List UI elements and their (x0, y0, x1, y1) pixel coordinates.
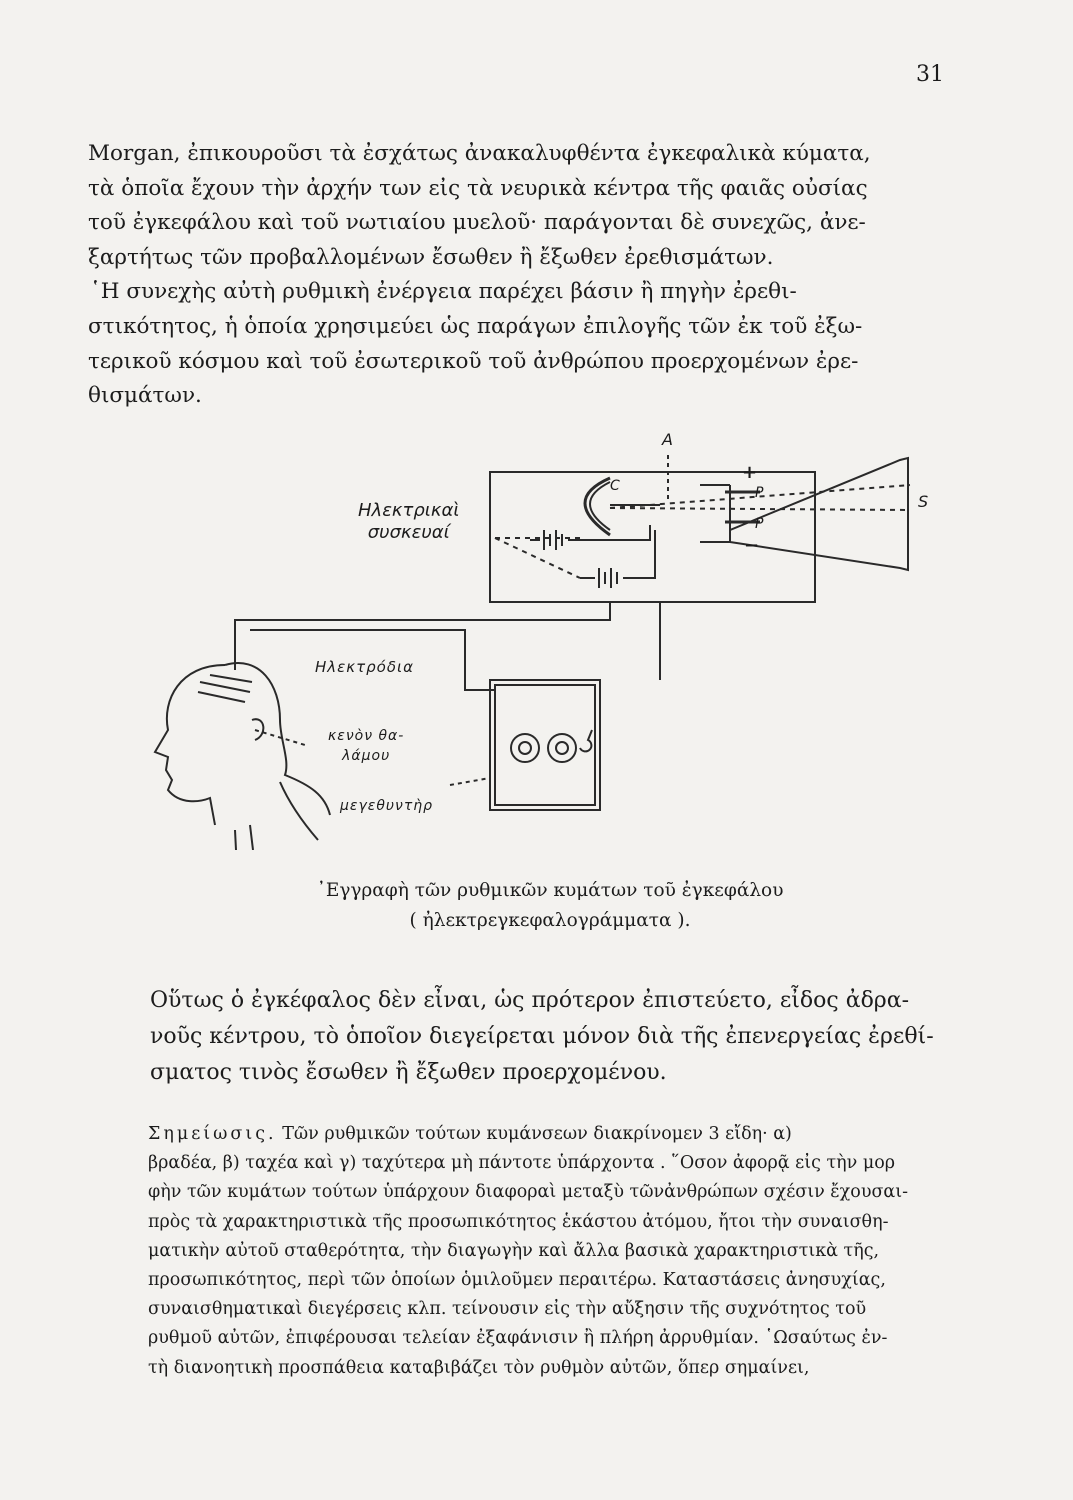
body-paragraph-1 (88, 137, 948, 414)
label-a: A (662, 430, 673, 449)
text-line: τερικοῦ κόσμου καὶ τοῦ ἐσωτερικοῦ τοῦ ἀνθρώπου προερχομένων ἐρε- (88, 348, 859, 374)
ear (252, 719, 263, 740)
label-electric-devices (358, 500, 459, 544)
amplifier-knob (580, 730, 592, 751)
body-paragraph-3 (150, 983, 950, 1091)
figure-caption (270, 876, 830, 936)
label-c: C (610, 478, 620, 494)
figure-caption-line-1: ᾿Εγγραφὴ τῶν ρυθμικῶν κυμάτων τοῦ ἐγκεφάλου (316, 880, 784, 901)
label-s: S (918, 492, 929, 511)
text-line: ξαρτήτως τῶν προβαλλομένων ἔσωθεν ἢ ἔξωθεν ἐρεθισμάτων. (88, 244, 774, 270)
pointer-arrows (495, 538, 580, 578)
label-vacuum-chamber-1: κενὸν θα- (328, 728, 405, 744)
electron-gun-inner (590, 482, 660, 530)
figure-caption-line-2: ( ἠλεκτρεγκεφαλογράμματα ). (409, 910, 691, 931)
tube-neck (700, 485, 730, 542)
amplifier-dial-1-center (519, 742, 531, 754)
label-electrodes: Ηλεκτρόδια (315, 658, 414, 676)
page-number: 31 (916, 62, 944, 87)
battery-2 (580, 530, 655, 588)
text-line: σματος τινὸς ἔσωθεν ἢ ἔξωθεν προερχομένου. (150, 1060, 667, 1085)
shoulder-line (280, 782, 318, 840)
label-electric-devices-1: Ηλεκτρικαὶ (358, 500, 460, 521)
amplifier-inner (495, 685, 595, 805)
note-section (148, 1120, 948, 1383)
label-amplifier: μεγεθυντὴρ (340, 798, 434, 814)
label-vacuum-chamber (328, 726, 404, 766)
note-first-line (148, 1120, 948, 1149)
eeg-recording-figure (140, 430, 940, 850)
electron-beam-2 (610, 508, 910, 510)
eeg-diagram (140, 430, 940, 850)
text-line: στικότητος, ἡ ὁποία χρησιμεύει ὡς παράγων ἐπιλογῆς τῶν ἐκ τοῦ ἐξω- (88, 313, 863, 339)
note-heading: Σημείωσις. (148, 1124, 277, 1144)
amplifier-dial-2 (548, 734, 576, 762)
amplifier-dial-1 (511, 734, 539, 762)
text-line: θισμάτων. (88, 383, 202, 409)
hair-strokes (198, 675, 252, 702)
text-line: τοῦ ἐγκεφάλου καὶ τοῦ νωτιαίου μυελοῦ· παράγονται δὲ συνεχῶς, ἀνε- (88, 210, 866, 236)
note-line: προσωπικότητος, περὶ τῶν ὁποίων ὁμιλοῦμεν περαιτέρω. Καταστάσεις ἀνησυχίας, (148, 1270, 886, 1291)
wire-devices-to-head (235, 602, 610, 670)
note-line: φὴν τῶν κυμάτων τούτων ὑπάρχουν διαφοραὶ μεταξὺ τῶνἀνθρώπων σχέσιν ἔχουσαι- (148, 1182, 909, 1203)
label-vacuum-chamber-2: λάμου (342, 748, 391, 764)
text-line: Morgan, ἐπικουροῦσι τὰ ἐσχάτως ἀνακαλυφθέντα ἐγκεφαλικὰ κύματα, (88, 141, 871, 166)
note-line: πρὸς τὰ χαρακτηριστικὰ τῆς προσωπικότητος ἑκάστου ἀτόμου, ἤτοι τὴν συναισθη- (148, 1211, 889, 1232)
neck-strokes (235, 825, 253, 850)
label-plus: + (742, 462, 758, 483)
text-line: Οὕτως ὁ ἐγκέφαλος δὲν εἶναι, ὡς πρότερον ἐπιστεύετο, εἶδος ἀδρα- (150, 988, 910, 1013)
head-profile (155, 665, 225, 825)
head-back (225, 663, 330, 815)
note-line: τὴ διανοητικὴ προσπάθεια καταβιβάζει τὸν ρυθμὸν αὐτῶν, ὅπερ σημαίνει, (148, 1357, 810, 1378)
label-minus: − (744, 535, 760, 556)
label-p-top: P (755, 485, 764, 501)
note-line: ματικὴν αὐτοῦ σταθερότητα, τὴν διαγωγὴν καὶ ἄλλα βασικὰ χαρακτηριστικὰ τῆς, (148, 1240, 880, 1261)
text-line: ῾Η συνεχὴς αὐτὴ ρυθμικὴ ἐνέργεια παρέχει βάσιν ἢ πηγὴν ἐρεθι- (90, 279, 797, 305)
note-line: συναισθηματικαὶ διεγέρσεις κλπ. τείνουσιν εἰς τὴν αὔξησιν τῆς συχνότητος τοῦ (148, 1299, 867, 1320)
text-line: τὰ ὁποῖα ἔχουν τὴν ἀρχήν των εἰς τὰ νευρικὰ κέντρα τῆς φαιᾶς οὐσίας (88, 175, 868, 201)
amplifier-box (490, 680, 600, 810)
note-first-line-text: Τῶν ρυθμικῶν τούτων κυμάνσεων διακρίνομεν 3 εἴδη· α) (282, 1124, 792, 1144)
note-line: ρυθμοῦ αὐτῶν, ἐπιφέρουσαι τελείαν ἐξαφάνισιν ἢ πλήρη ἀρρυθμίαν. ῾Ωσαύτως ἐν- (148, 1328, 888, 1349)
amplifier-dial-2-center (556, 742, 568, 754)
amplifier-pointer (450, 778, 490, 785)
text-line: νοῦς κέντρου, τὸ ὁποῖον διεγείρεται μόνον διὰ τῆς ἐπενεργείας ἐρεθί- (150, 1024, 934, 1049)
note-line: βραδέα, β) ταχέα καὶ γ) ταχύτερα μὴ πάντοτε ὑπάρχοντα . ῞Οσον ἀφορᾷ εἰς τὴν μορ (148, 1153, 896, 1174)
label-electric-devices-2: συσκευαί (367, 522, 450, 543)
label-p-bottom: P (755, 516, 764, 532)
